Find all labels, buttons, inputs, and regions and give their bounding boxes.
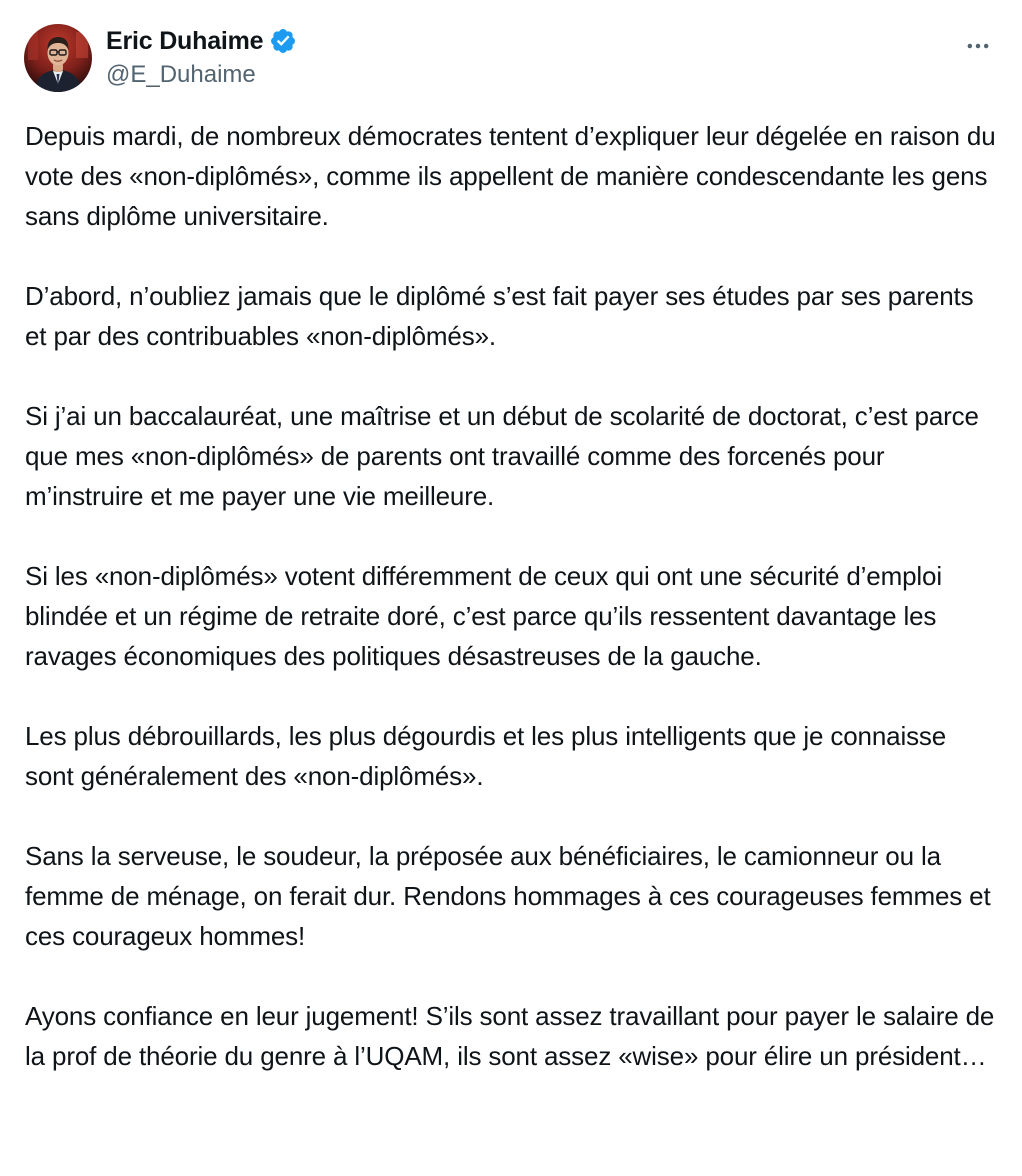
more-horizontal-icon [964, 32, 992, 60]
tweet-paragraph: Les plus débrouillards, les plus dégourdis et les plus intelligents que je connaisse sont généralement des «non-diplômés». [25, 721, 954, 791]
tweet-paragraph: Depuis mardi, de nombreux démocrates tentent d’expliquer leur dégelée en raison du vote des «non-diplômés», comme ils appellent de manière condescendante les gens sans diplôme universitaire. [25, 121, 1003, 231]
avatar-photo [24, 24, 92, 92]
tweet-paragraph: Si les «non-diplômés» votent différemment de ceux qui ont une sécurité d’emploi blindée et un régime de retraite doré, c’est parce qu’ils ressentent davantage les ravages économiques des politiques désastreuses de la gauche. [25, 561, 950, 671]
verified-badge-icon[interactable] [269, 27, 297, 55]
tweet-paragraph: D’abord, n’oubliez jamais que le diplômé s’est fait payer ses études par ses parents et par des contribuables «non-diplômés». [25, 281, 981, 351]
tweet-text [25, 116, 1003, 1076]
avatar[interactable] [24, 24, 92, 92]
author-info [106, 22, 297, 90]
tweet-paragraph: Si j’ai un baccalauréat, une maîtrise et un début de scolarité de doctorat, c’est parce que mes «non-diplômés» de parents ont travaillé comme des forcenés pour m’instruire et me payer une vie meilleure. [25, 401, 986, 511]
author-name-row[interactable] [106, 22, 297, 60]
author-display-name[interactable]: Eric Duhaime [106, 26, 264, 55]
more-options-button[interactable] [958, 26, 998, 66]
author-handle[interactable]: @E_Duhaime [106, 61, 256, 88]
tweet-paragraph: Sans la serveuse, le soudeur, la préposée aux bénéficiaires, le camionneur ou la femme de ménage, on ferait dur. Rendons hommages à ces courageuses femmes et ces courageux hommes! [25, 841, 998, 951]
tweet-header [24, 22, 998, 94]
tweet-paragraph: Ayons confiance en leur jugement! S’ils sont assez travaillant pour payer le salaire de la prof de théorie du genre à l’UQAM, ils sont assez «wise» pour élire un président… [25, 1001, 1002, 1071]
